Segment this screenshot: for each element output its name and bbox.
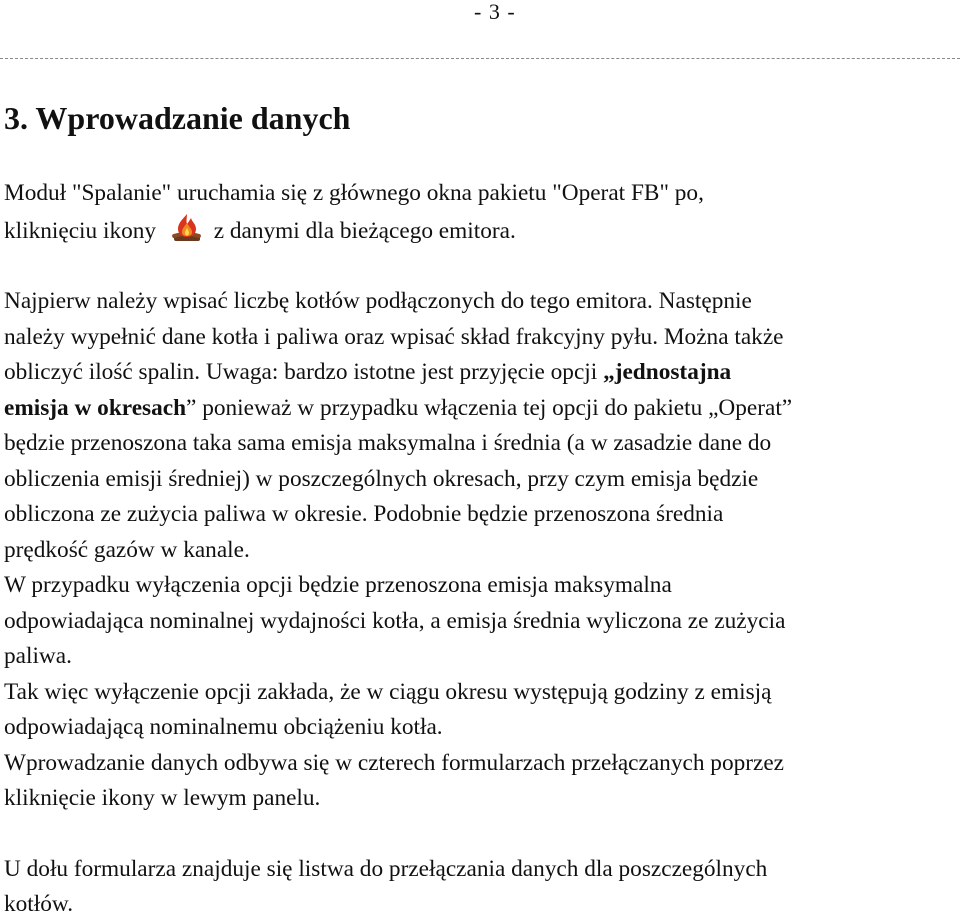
p5-line-1: Wprowadzanie danych odbywa się w czterech formularzach przełączanych poprzez <box>4 749 785 776</box>
p1-line-2 <box>4 212 954 250</box>
p2-line-7: obliczona ze zużycia paliwa w okresie. Podobnie będzie przenoszona średnia <box>4 501 724 527</box>
p2-line-6: obliczenia emisji średniej) w poszczególnych okresach, przy czym emisja będzie <box>4 465 759 492</box>
section-heading: 3. Wprowadzanie danych <box>4 100 351 136</box>
p2-line-3-text: obliczyć ilość spalin. Uwaga: bardzo istotne jest przyjęcie opcji <box>4 359 604 385</box>
p2-line-4 <box>4 391 954 427</box>
p2-line-1: Najpierw należy wpisać liczbę kotłów podłączonych do tego emitora. Następnie <box>4 288 752 314</box>
p1-line-2-start: kliknięciu ikony <box>4 217 162 244</box>
p2-line-4-text: ” ponieważ w przypadku włączenia tej opcji do pakietu „Operat” <box>186 394 793 421</box>
option-name-part-2: emisja w okresach <box>4 394 187 421</box>
p2-line-2: należy wypełnić dane kotła i paliwa oraz wpisać skład frakcyjny pyłu. Można także <box>4 323 784 350</box>
page-number: - 3 - <box>474 0 516 24</box>
p1-line-2-end: z danymi dla bieżącego emitora. <box>207 217 516 244</box>
paragraph-gap <box>4 817 954 852</box>
p6-line-2: kotłów. <box>4 891 74 917</box>
p1-line-1: Moduł "Spalanie" uruchamia się z głównego okna pakietu "Operat FB" po, <box>4 180 704 206</box>
p2-line-5: będzie przenoszona taka sama emisja maksymalna i średnia (a w zasadzie dane do <box>4 430 772 456</box>
fire-icon <box>170 212 204 244</box>
paragraph-gap <box>4 249 954 284</box>
document-body <box>4 176 954 923</box>
option-name-part-1: „jednostajna <box>603 359 732 385</box>
p3-line-2: odpowiadająca nominalnej wydajności kotła, a emisja średnia wyliczona ze zużycia <box>4 607 786 634</box>
p4-line-2: odpowiadającą nominalnemu obciążeniu kotła. <box>4 714 443 740</box>
p2-line-8: prędkość gazów w kanale. <box>4 536 250 563</box>
p2-line-3 <box>4 355 954 391</box>
p3-line-1: W przypadku wyłączenia opcji będzie przenoszona emisja maksymalna <box>4 572 672 598</box>
p4-line-1: Tak więc wyłączenie opcji zakłada, że w ciągu okresu występują godziny z emisją <box>4 678 772 705</box>
p6-line-1: U dołu formularza znajduje się listwa do przełączania danych dla poszczególnych <box>4 855 768 882</box>
p3-line-3: paliwa. <box>4 643 72 669</box>
p5-line-2: kliknięcie ikony w lewym panelu. <box>4 785 321 811</box>
header-divider <box>0 58 960 59</box>
